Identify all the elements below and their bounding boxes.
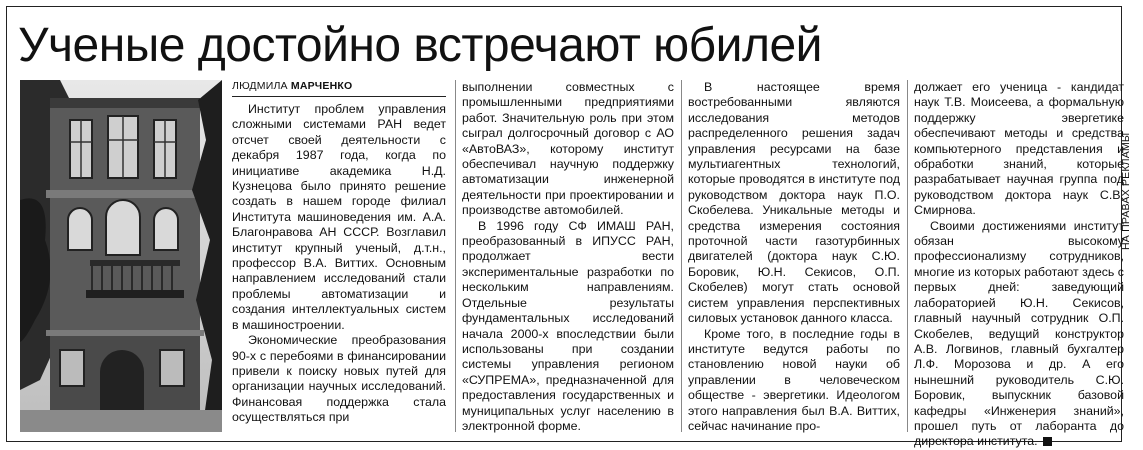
paragraph: выполнении совместных с промышленными предприятиями работ. Значительную роль при этом сыграл долгосрочный договор с АО «АвтоВАЗ», которому институт обеспечивал научную поддержку автоматизации инженерной деятельности при проектировании и производстве автомобилей.: [462, 80, 674, 218]
byline: [232, 80, 446, 97]
article-column-4: [914, 80, 1124, 449]
column-rule: [455, 80, 456, 432]
end-of-article-icon: [1043, 437, 1052, 446]
building-photo-icon: [20, 80, 222, 432]
building-photo: [20, 80, 222, 432]
column-rule: [907, 80, 908, 432]
paragraph: Кроме того, в последние годы в институте ведутся работы по становлению новой науки об управлении в человеческом обществе - эвергетики. Идеологом этого направления был В.А. Виттих, сейчас начинание про-: [688, 326, 900, 433]
paragraph: Институт проблем управления сложными системами РАН ведет отсчет своей деятельности с декабря 1987 года, когда по инициативе академика Н.Д. Кузнецова было принято решение создать в нашем городе филиал Института машиноведения им. А.А. Благонравова АН СССР. Возглавил институт крупный ученый, д.т.н., профессор В.А. Виттих. Основным направлением исследований стали проблемы автоматизации и создания интеллектуальных систем в машиностроении.: [232, 102, 446, 332]
column-rule: [681, 80, 682, 432]
byline-first-name: ЛЮДМИЛА: [232, 80, 288, 92]
byline-last-name: МАРЧЕНКО: [290, 80, 353, 92]
paragraph: [914, 219, 1124, 450]
article-column-2: [462, 80, 674, 436]
headline: Ученые достойно встречают юбилей: [18, 19, 822, 72]
advertising-label-text: НА ПРАВАХ РЕКЛАМЫ: [1120, 132, 1132, 250]
paragraph-text: Своими достижениями институт обязан высокому профессионализму сотрудников, многие из которых работают здесь с первых дней: заведующий лабораторией Ю.Н. Секисов, главный научный сотрудник О.П. Скобелев, ведущий конструктор А.В. Логвинов, главный бухгалтер Л.Ф. Морозова и др. А его нынешний руководитель С.Ю. Боровик, выпускник базовой кафедры «Инженерия знаний», прошел путь от лаборанта до директора института.: [914, 218, 1124, 449]
paragraph: В 1996 году СФ ИМАШ РАН, преобразованный в ИПУСС РАН, продолжает вести экспериментальные разработки по нескольким направлениям. Отдельные результаты фундаментальных исследований начала 2000-х впоследствии были использованы при создании системы управления регионом «СУПРЕМА», предназначенной для предоставления государственных и муниципальных услуг населению в электронной форме.: [462, 218, 674, 433]
paragraph: В настоящее время востребованными являются исследования методов распределенного решения задач управления ресурсами на базе мультиагентных технологий, которые проводятся в институте под руководством доктора наук П.О. Скобелева. Уникальные методы и средства измерения состояния проточной части газотурбинных двигателей (доктора наук С.Ю. Боровик, Ю.Н. Секисов, О.П. Скобелев) могут стать основой систем управления перспективных силовых установок данного класса.: [688, 80, 900, 326]
paragraph: должает его ученица - кандидат наук Т.В. Моисеева, а формальную поддержку эвергетике обеспечивают методы и средства компьютерного представления и обработки знаний, которые разрабатывает научная группа под руководством доктора наук С.В. Смирнова.: [914, 80, 1124, 218]
paragraph: Экономические преобразования 90-х с перебоями в финансировании привели к поиску новых путей для организации научных исследований. Финансовая поддержка стала осуществляться при: [232, 333, 446, 425]
article-column-1: [232, 80, 446, 436]
article-column-3: [688, 80, 900, 436]
